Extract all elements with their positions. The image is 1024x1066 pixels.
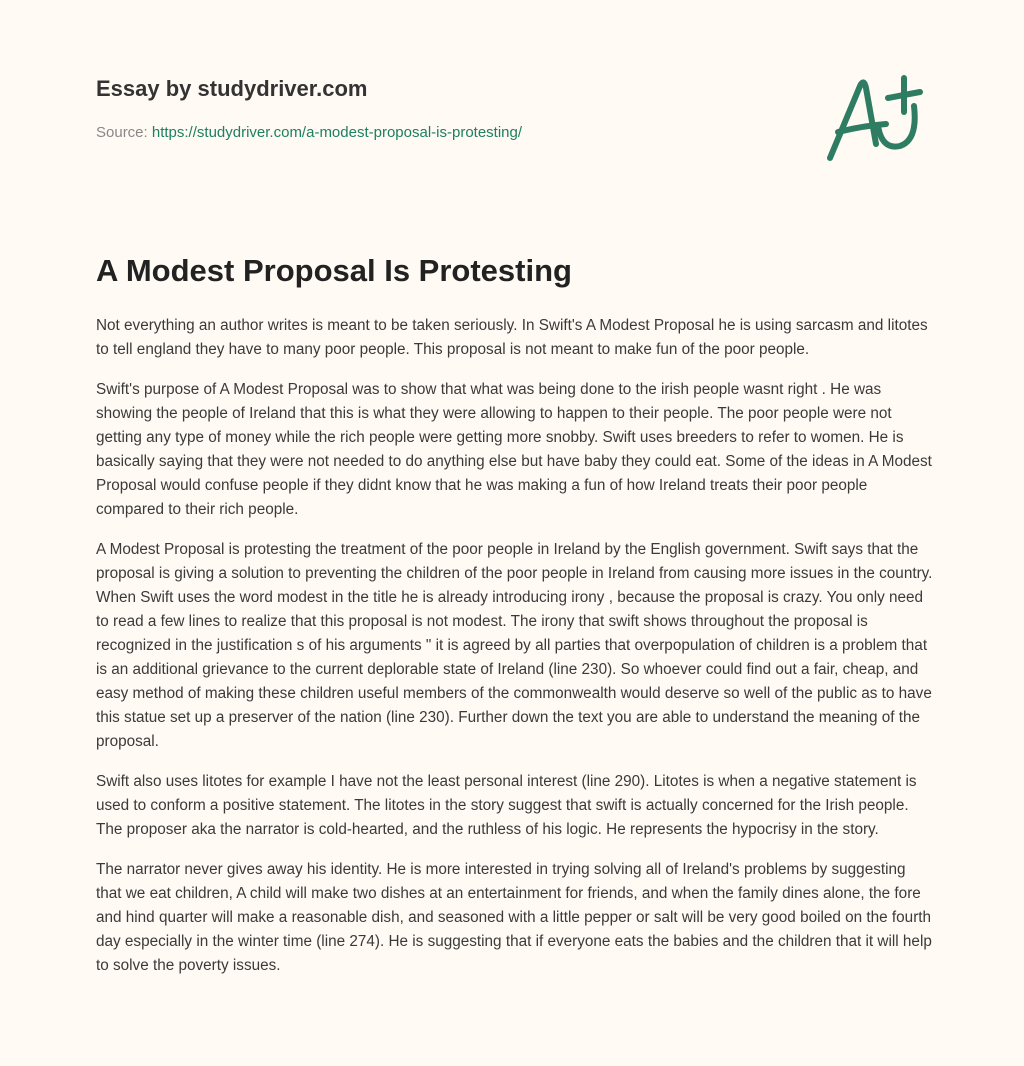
source-label: Source: — [96, 124, 148, 141]
source-line — [96, 124, 522, 141]
source-link[interactable]: https://studydriver.com/a-modest-proposal-is-protesting/ — [151, 124, 523, 141]
paragraph: Swift's purpose of A Modest Proposal was to show that what was being done to the irish people wasnt right . He was showing the people of Ireland that this is what they were allowing to happen to their people. The poor people were not getting any type of money while the rich people were getting more snobby. Swift uses breeders to refer to women. He is basically saying that they were not needed to do anything else but have baby they could eat. Some of the ideas in A Modest Proposal would confuse people if they didnt know that he was making a fun of how Ireland treats their poor people compared to their rich people. — [96, 381, 932, 518]
site-brand: Essay by studydriver.com — [96, 76, 368, 101]
paragraph: The narrator never gives away his identity. He is more interested in trying solving all of Ireland's problems by suggesting that we eat children, A child will make two dishes at an entertainment for friends, and when the family dines alone, the fore and hind quarter will make a reasonable dish, and seasoned with a little pepper or salt will be very good boiled on the fourth day especially in the winter time (line 274). He is suggesting that if everyone eats the babies and the children that it will help to solve the poverty issues. — [96, 861, 932, 974]
paragraph: A Modest Proposal is protesting the treatment of the poor people in Ireland by the English government. Swift says that the proposal is giving a solution to preventing the children of the poor people in Ireland from causing more issues in the country. When Swift uses the word modest in the title he is already introducing irony , because the proposal is crazy. You only need to read a few lines to realize that this proposal is not modest. The irony that swift shows throughout the proposal is recognized in the justification s of his arguments " it is agreed by all parties that overpopulation of children is a problem that is an additional grievance to the current deplorable state of Ireland (line 230). So whoever could find out a fair, cheap, and easy method of making these children useful members of the commonwealth would deserve so well of the public as to have this statue set up a preserver of the nation (line 230). Further down the text you are able to understand the meaning of the proposal. — [96, 541, 933, 750]
article-body — [96, 314, 934, 994]
article-title: A Modest Proposal Is Protesting — [96, 253, 572, 288]
a-plus-logo-icon — [822, 66, 932, 166]
paragraph: Not everything an author writes is meant to be taken seriously. In Swift's A Modest Proposal he is using sarcasm and litotes to tell england they have to many poor people. This proposal is not meant to make fun of the poor people. — [96, 317, 928, 358]
paragraph: Swift also uses litotes for example I have not the least personal interest (line 290). Litotes is when a negative statement is used to conform a positive statement. The litotes in the story suggest that swift is actually concerned for the Irish people. The proposer aka the narrator is cold-hearted, and the ruthless of his logic. He represents the hypocrisy in the story. — [96, 773, 917, 838]
